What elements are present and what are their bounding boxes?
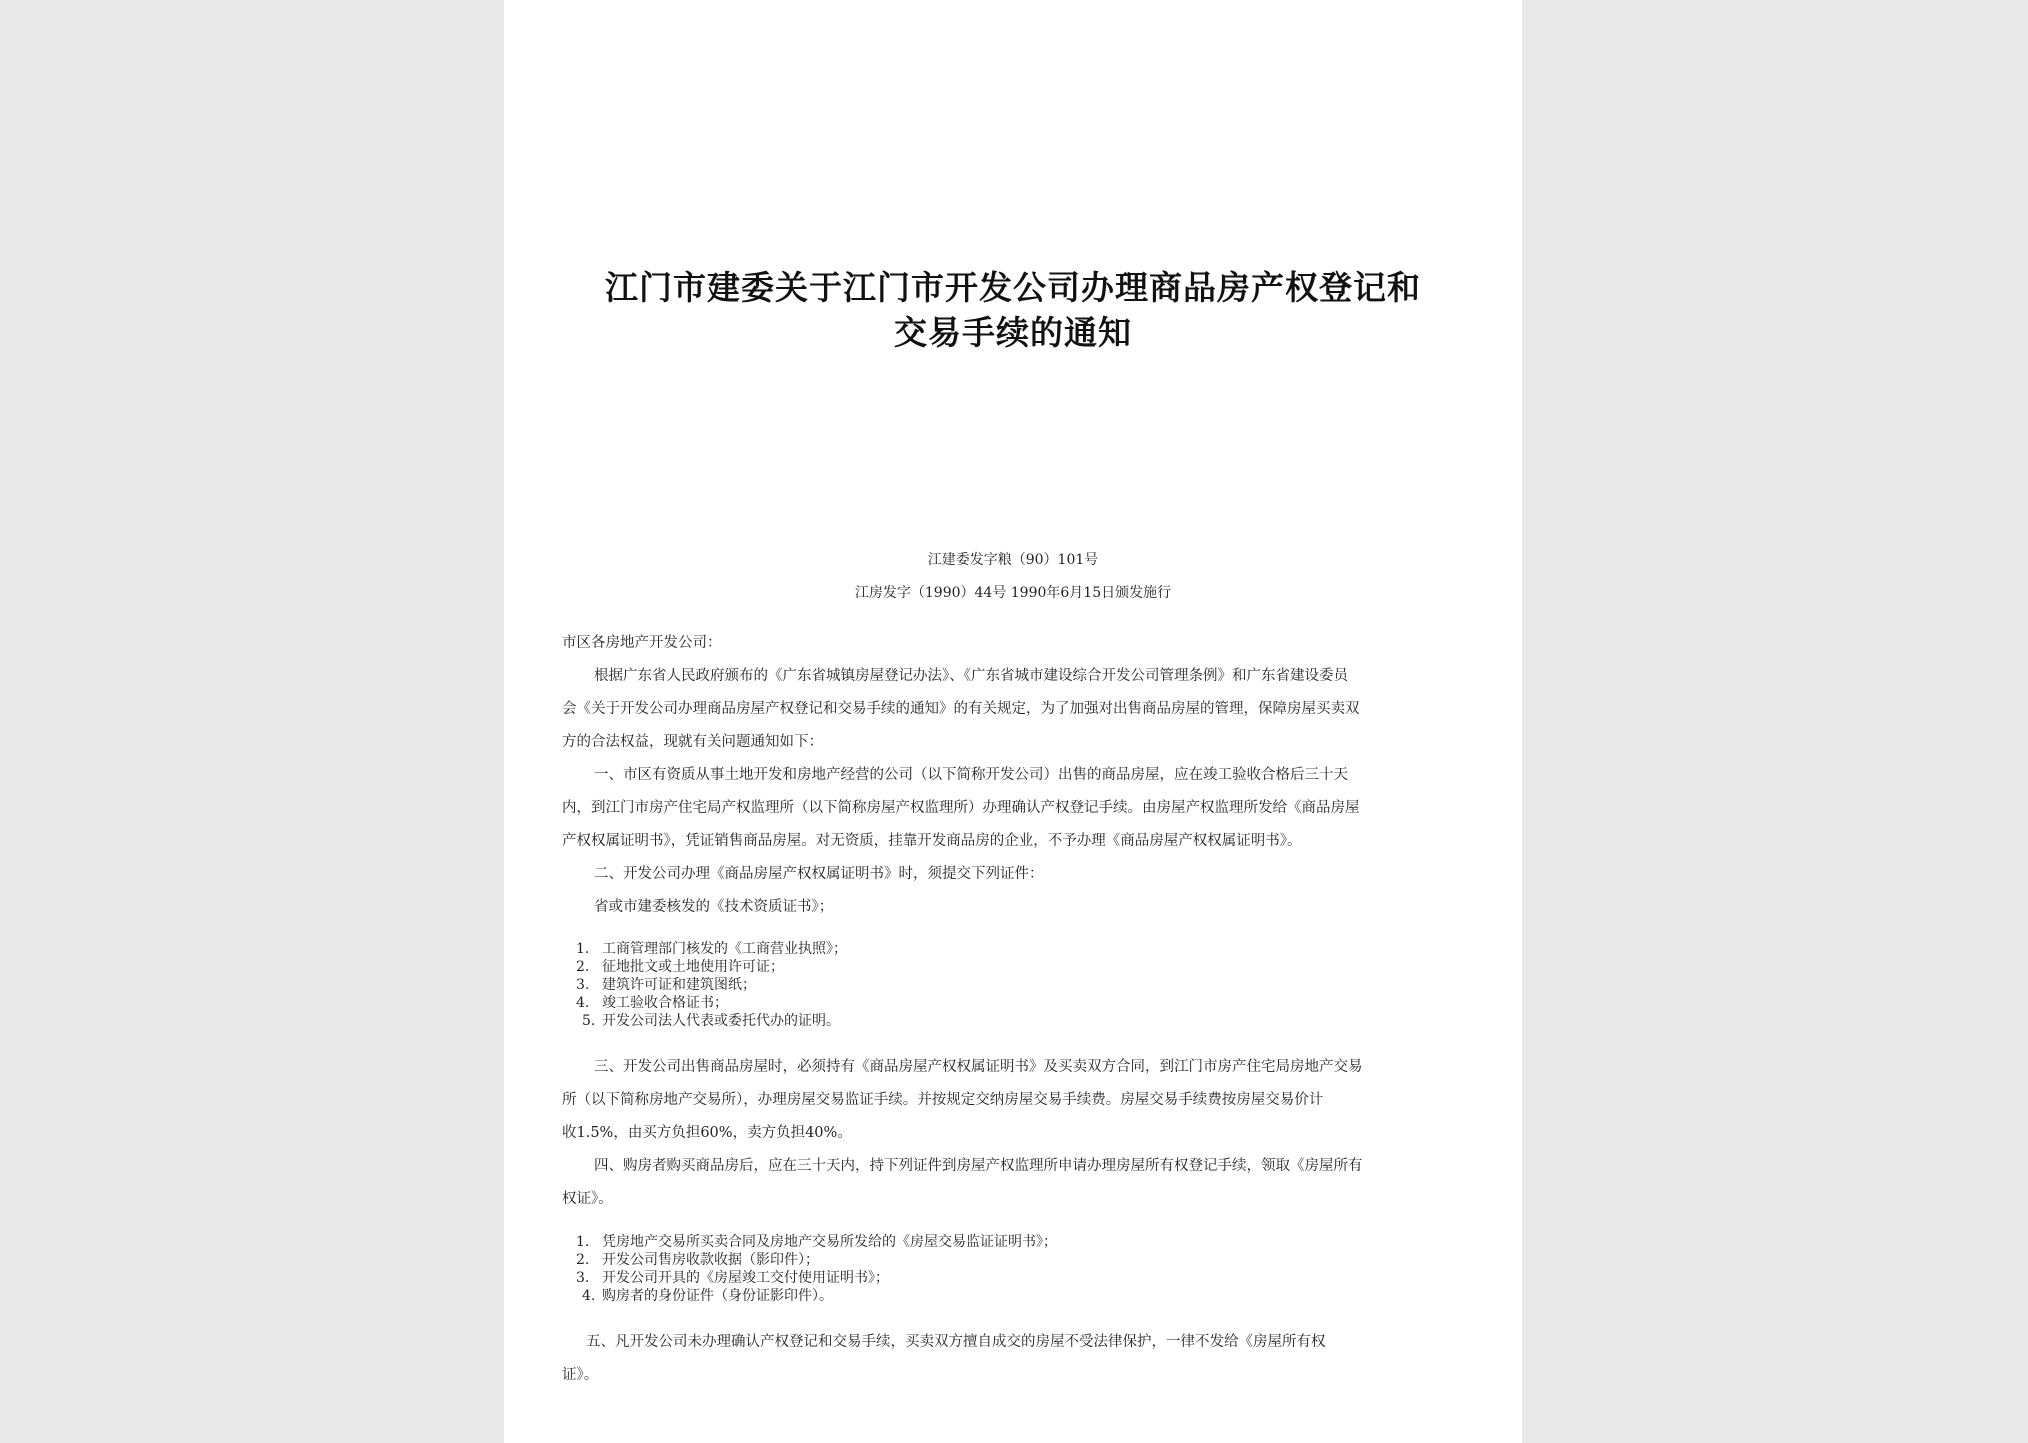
section-4-line: 权证》。 [562, 1191, 613, 1207]
salutation: 市区各房地产开发公司： [562, 635, 722, 651]
list-item: 开发公司法人代表或委托代办的证明。 [602, 1013, 840, 1029]
list-item: 凭房地产交易所买卖合同及房地产交易所发给的《房屋交易监证证明书》； [602, 1234, 1057, 1250]
list-item: 开发公司售房收款收据（影印件）； [602, 1252, 819, 1268]
document-page [504, 0, 1522, 1443]
list-item: 竣工验收合格证书； [602, 995, 728, 1011]
list-item-number: 1. [576, 1234, 590, 1250]
section-3-line: 收1.5%，由买方负担60%，卖方负担40%。 [562, 1125, 852, 1141]
list-item: 工商管理部门核发的《工商营业执照》； [602, 941, 847, 957]
intro-line: 方的合法权益，现就有关问题通知如下： [562, 734, 823, 750]
section-5-line: 证》。 [562, 1367, 599, 1383]
list-item-number: 4. [582, 1288, 596, 1304]
section-1-line: 一、市区有资质从事土地开发和房地产经营的公司（以下简称开发公司）出售的商品房屋，应在竣工验收合格后三十天 [594, 767, 1348, 783]
issue-info: 江房发字（1990）44号 1990年6月15日颁发施行 [854, 585, 1172, 601]
section-2-sub: 省或市建委核发的《技术资质证书》； [594, 899, 834, 915]
list-item-number: 5. [582, 1013, 596, 1029]
section-5-line: 五、凡开发公司未办理确认产权登记和交易手续，买卖双方擅自成交的房屋不受法律保护，一律不发给《房屋所有权 [586, 1334, 1326, 1350]
section-3-line: 三、开发公司出售商品房屋时，必须持有《商品房屋产权权属证明书》及买卖双方合同，到江门市房产住宅局房地产交易 [594, 1059, 1363, 1075]
list-item: 购房者的身份证件（身份证影印件）。 [602, 1288, 833, 1304]
list-item-number: 4. [576, 995, 590, 1011]
list-item-number: 3. [576, 1270, 590, 1286]
section-4-line: 四、购房者购买商品房后，应在三十天内，持下列证件到房屋产权监理所申请办理房屋所有权登记手续，领取《房屋所有 [594, 1158, 1363, 1174]
list-item-number: 1. [576, 941, 590, 957]
list-item: 开发公司开具的《房屋竣工交付使用证明书》； [602, 1270, 889, 1286]
intro-line: 会《关于开发公司办理商品房屋产权登记和交易手续的通知》的有关规定，为了加强对出售商品房屋的管理，保障房屋买卖双 [562, 701, 1360, 717]
intro-line: 根据广东省人民政府颁布的《广东省城镇房屋登记办法》、《广东省城市建设综合开发公司管理条例》和广东省建设委员 [594, 668, 1348, 684]
document-number: 江建委发字粮（90）101号 [927, 552, 1099, 568]
document-title-line-2: 交易手续的通知 [894, 313, 1132, 352]
list-item-number: 2. [576, 959, 590, 975]
list-item: 征地批文或土地使用许可证； [602, 959, 784, 975]
section-3-line: 所（以下简称房地产交易所），办理房屋交易监证手续。并按规定交纳房屋交易手续费。房屋交易手续费按房屋交易价计 [562, 1092, 1324, 1108]
section-2-lead: 二、开发公司办理《商品房屋产权权属证明书》时，须提交下列证件： [594, 866, 1044, 882]
section-1-line: 产权权属证明书》，凭证销售商品房屋。对无资质，挂靠开发商品房的企业，不予办理《商品房屋产权权属证明书》。 [562, 833, 1302, 849]
document-title-line-1: 江门市建委关于江门市开发公司办理商品房产权登记和 [605, 268, 1421, 307]
list-item-number: 2. [576, 1252, 590, 1268]
list-item-number: 3. [576, 977, 590, 993]
section-1-line: 内，到江门市房产住宅局产权监理所（以下简称房屋产权监理所）办理确认产权登记手续。由房屋产权监理所发给《商品房屋 [562, 800, 1360, 816]
list-item: 建筑许可证和建筑图纸； [602, 977, 756, 993]
